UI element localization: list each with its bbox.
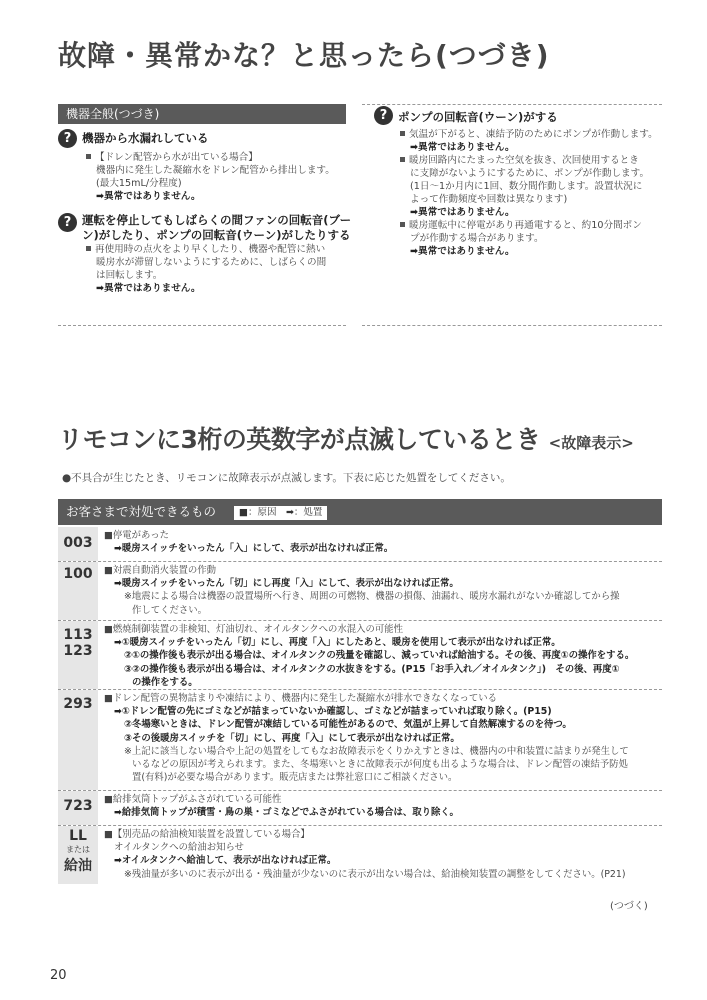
row-action: ➡①ドレン配管の先にゴミなどが詰まっていないか確認し、ゴミなどが詰まっていれば取り除く。(P15) (114, 706, 552, 718)
row-content (104, 623, 662, 689)
row-note: ※上記に該当しない場合や上記の処置をしてもなお故障表示をくりかえすときは、機器内の中和装置に詰まりが発生して (124, 745, 629, 757)
section-header-general: 機器全般(つづき) (58, 104, 346, 124)
q1-line1: 機器内に発生した凝縮水をドレン配管から排出します。 (96, 165, 335, 176)
divider (362, 104, 662, 105)
row-cause: ■停電があった (104, 530, 170, 541)
error-code (58, 791, 98, 825)
bullet-icon (400, 131, 405, 136)
q2-body (86, 243, 348, 295)
error-code-value: 123 (63, 643, 93, 659)
row-action: ➡オイルタンクへ給油して、表示が出なければ正常。 (114, 855, 337, 867)
row-note: いるなどの原因が考えられます。また、冬場寒いときに故障表示が何度も出るような場合は、ドレン配管の凍結予防処 (132, 759, 628, 771)
row-note: ※地震による場合は機器の設置場所へ行き、周囲の可燃物、機器の損傷、油漏れ、暖房水漏れがないか確認してから操 (124, 591, 620, 603)
row-cause: ■ドレン配管の異物詰まりや凍結により、機器内に発生した凝縮水が排水できなくなっている (104, 693, 498, 704)
error-code-value: 給油 (64, 858, 92, 874)
error-code (58, 527, 98, 561)
page-number: 20 (50, 968, 67, 983)
divider (58, 325, 346, 326)
row-content (104, 828, 662, 881)
error-code (58, 690, 98, 790)
bullet-icon (86, 154, 91, 159)
row-cause: ■燃焼制御装置の非検知、灯油切れ、オイルタンクへの水混入の可能性 (104, 624, 404, 635)
question-icon: ? (374, 106, 393, 125)
q2-line1: 再使用時の点火をより早くしたり、機器や配管に熱い (95, 244, 326, 255)
row-note: ※残油量が多いのに表示が出る・残油量が少ないのに表示が出ない場合は、給油検知装置の調整をしてください。(P21) (124, 868, 626, 880)
error-code-value: LL (69, 828, 87, 844)
q1-bullet: 【ドレン配管から水が出ている場合】 (95, 152, 258, 163)
bullet-icon (400, 222, 405, 227)
table-row (58, 690, 662, 791)
row-action: ③その後暖房スイッチを「切」にし、再度「入」にして表示が出なければ正常。 (124, 732, 460, 744)
q2-line3: は回転します。 (96, 270, 163, 281)
table-header-title: お客さまで対処できるもの (66, 504, 217, 519)
q3-b2-l1: 暖房回路内にたまった空気を抜き、次回使用するとき (409, 155, 639, 166)
row-action: ➡暖房スイッチをいったん「入」にして、表示が出なければ正常。 (114, 543, 394, 555)
q3-b1: 気温が下がると、凍結予防のためにポンプが作動します。 (409, 129, 658, 140)
q2-title-line2: ン)がしたり、ポンプの回転音(ウーン)がしたりする (82, 228, 351, 242)
error-code-value: 100 (63, 566, 93, 582)
table-header (58, 499, 662, 525)
q1-title: 機器から水漏れしている (82, 131, 209, 145)
q2-answer: ➡異常ではありません。 (96, 283, 201, 294)
table-row (58, 621, 662, 690)
q1-body (86, 151, 346, 203)
q2-title-line1: 運転を停止してもしばらくの間ファンの回転音(ブー (82, 213, 352, 227)
error-code-heading-sub: <故障表示> (548, 434, 634, 452)
error-code-or: または (66, 845, 90, 854)
question-icon: ? (58, 129, 77, 148)
q3-b2-l3: (1日〜1か月内に1回、数分間作動します。設置状況に (410, 181, 643, 192)
q3-title: ポンプの回転音(ウーン)がする (398, 110, 558, 124)
row-content (104, 564, 662, 617)
row-action: ➡暖房スイッチをいったん「切」にし再度「入」にして、表示が出なければ正常。 (114, 578, 459, 590)
row-line: オイルタンクへの給油お知らせ (114, 842, 244, 854)
row-content (104, 793, 662, 819)
table-row (58, 562, 662, 621)
row-cause: ■【別売品の給油検知装置を設置している場合】 (104, 829, 310, 840)
legend-badge: ■：原因 ➡：処置 (234, 506, 327, 520)
q3-b2-l2: に支障がないようにするために、ポンプが作動します。 (410, 168, 650, 179)
row-action: の操作をする。 (132, 676, 198, 688)
error-code (58, 562, 98, 620)
error-code-heading-main: リモコンに3桁の英数字が点滅しているとき (58, 425, 541, 454)
table-row (58, 527, 662, 562)
row-content (104, 692, 662, 784)
row-content (104, 529, 662, 555)
q1-line2: (最大15mL/分程度) (96, 178, 182, 189)
row-cause: ■対震自動消火装置の作動 (104, 565, 216, 576)
row-cause: ■給排気筒トップがふさがれている可能性 (104, 794, 282, 805)
continued-label: (つづく) (610, 901, 648, 912)
q3-b3-l1: 暖房運転中に停電があり再通電すると、約10分間ポン (409, 220, 642, 231)
row-note: 作してください。 (132, 604, 208, 616)
table-row (58, 826, 662, 884)
error-code (58, 621, 98, 689)
q1-answer: ➡異常ではありません。 (96, 191, 201, 202)
row-action: ➡①暖房スイッチをいったん「切」にし、再度「入」にしたあと、暖房を使用して表示が出なければ正常。 (114, 637, 561, 649)
error-code-value: 113 (63, 627, 93, 643)
error-code-value: 293 (63, 696, 93, 712)
bullet-icon (86, 246, 91, 251)
bullet-icon (400, 157, 405, 162)
q2-title (82, 213, 352, 243)
q3-b1-answer: ➡異常ではありません。 (410, 142, 515, 153)
row-note: 置(有料)が必要な場合があります。販売店または弊社窓口にご相談ください。 (132, 772, 458, 784)
error-code-value: 003 (63, 535, 93, 551)
error-code-heading (58, 420, 634, 456)
q2-line2: 暖房水が滞留しないようにするために、しばらくの間 (96, 257, 327, 268)
row-action: ➡給排気筒トップが積雪・鳥の巣・ゴミなどでふさがれている場合は、取り除く。 (114, 807, 459, 819)
page-title: 故障・異常かな？と思ったら(つづき) (58, 39, 550, 72)
row-action: ③②の操作後も表示が出る場合は、オイルタンクの水抜きをする。(P15「お手入れ／オイルタンク」) その後、再度① (124, 663, 620, 675)
error-code-value: 723 (63, 798, 93, 814)
q3-b3-answer: ➡異常ではありません。 (410, 246, 515, 257)
q3-body (400, 128, 662, 258)
q3-b2-answer: ➡異常ではありません。 (410, 207, 515, 218)
row-action: ②冬場寒いときは、ドレン配管が凍結している可能性があるので、気温が上昇して自然解凍するのを待つ。 (124, 719, 572, 731)
table-row (58, 791, 662, 826)
error-code (58, 826, 98, 884)
question-icon: ? (58, 213, 77, 232)
q3-b2-l4: よって作動頻度や回数は異なります) (410, 194, 568, 205)
divider (362, 325, 662, 326)
row-action: ②①の操作後も表示が出る場合は、オイルタンクの残量を確認し、減っていれば給油する。その後、再度①の操作をする。 (124, 650, 635, 662)
intro-text: ●不具合が生じたとき、リモコンに故障表示が点滅します。下表に応じた処置をしてください。 (62, 472, 511, 484)
q3-b3-l2: プが作動する場合があります。 (410, 233, 544, 244)
